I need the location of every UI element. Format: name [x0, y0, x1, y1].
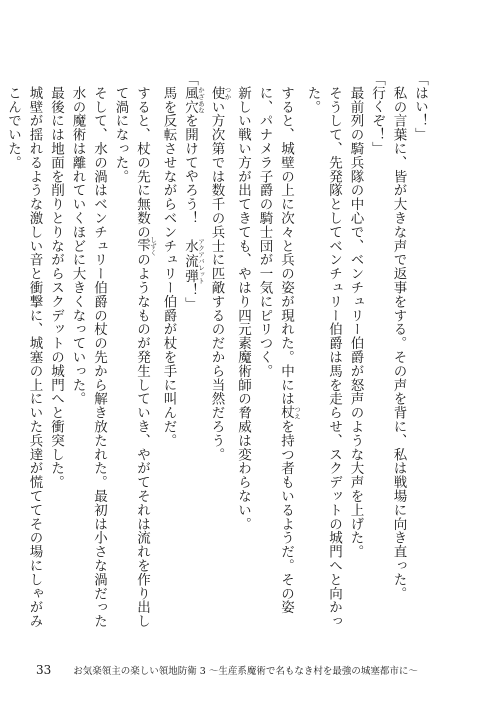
paragraph: 最前列の騎兵隊の中心で、ベンチュリー伯爵が怒声のような大声を上げた。 — [347, 85, 364, 559]
paragraph: すると、城壁の上に次々と兵の姿が現れた。中には杖 つえを持つ者もいるようだ。その姿に、パナメラ子爵の騎士団が一気にピリつく。 — [256, 85, 301, 614]
paragraph: 私の言葉に、皆が大きな声で返事をする。その声を背に、私は戦場に向き直った。 — [390, 85, 407, 600]
paragraph: すると、杖の先に無数の雫 しずくのようなものが発生していき、やがてそれは流れを作り出して渦になった。 — [112, 85, 157, 628]
paragraph: そして、水の渦はベンチュリー伯爵の杖の先から解き放たれた。最初は小さな渦だった水の魔術は離れていくほどに大きくなっていった。 — [69, 85, 107, 628]
paragraph: 城壁が揺れるような激しい音と衝撃に、城塞の上にいた兵達が慌ててその場にしゃがみこんでいた。 — [5, 85, 43, 628]
paragraph: 新しい戦い方が出てきても、やはり四元素魔術師の脅威は変わらない。 — [235, 85, 251, 531]
paragraph: 馬を反転させながらベンチュリー伯爵が杖を手に叫んだ。 — [160, 85, 177, 447]
paragraph: 「はい！」 — [412, 72, 428, 142]
paragraph: 「行くぞ！」 — [369, 72, 385, 156]
paragraph: 使 つかい方次第では数千の兵士に匹敵するのだから当然だろう。 — [208, 85, 232, 461]
book-title: お気楽領主の楽しい領地防衛 3 〜生産系魔術で名もなき村を最強の城塞都市に〜 — [73, 666, 418, 677]
page-footer — [36, 661, 466, 679]
body-text — [5, 72, 430, 637]
page-number: 33 — [36, 663, 52, 677]
paragraph: そうして、先発隊としてベンチュリー伯爵は馬を走らせ、スクデットの城門へと向かった。 — [304, 85, 342, 628]
paragraph: 最後には地面を削りとりながらスクデットの城門へと衝突した。 — [48, 85, 64, 489]
paragraph: 「風穴 かざあなを開けてやろう！ 水流弾 アクアバレット！」 — [182, 72, 205, 311]
